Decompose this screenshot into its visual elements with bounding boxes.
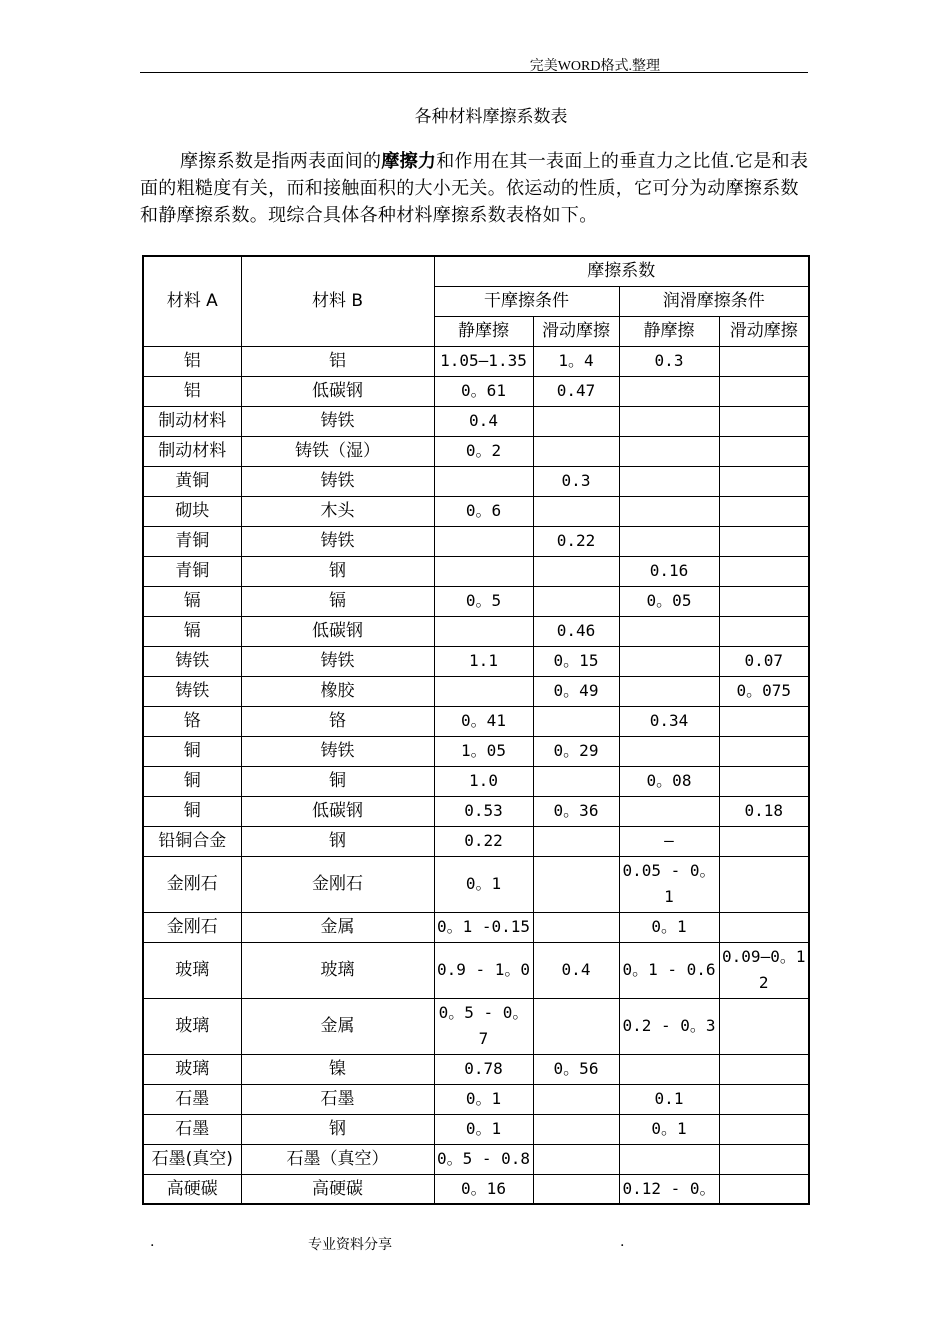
cell-dry-static: 0.4 (434, 406, 533, 436)
cell-material-a: 镉 (143, 586, 241, 616)
cell-material-b: 铸铁 (241, 466, 434, 496)
cell-dry-static: 0.53 (434, 796, 533, 826)
cell-lub-static: 0。1 - 0.6 (619, 942, 719, 998)
cell-lub-sliding (719, 1114, 809, 1144)
cell-dry-static: 0。6 (434, 496, 533, 526)
friction-table (142, 255, 810, 1205)
cell-lub-sliding (719, 856, 809, 912)
cell-material-b: 橡胶 (241, 676, 434, 706)
cell-dry-sliding (533, 496, 619, 526)
cell-lub-static: 0。05 (619, 586, 719, 616)
cell-dry-static: 0。2 (434, 436, 533, 466)
cell-dry-sliding: 0。49 (533, 676, 619, 706)
cell-material-a: 铸铁 (143, 646, 241, 676)
cell-lub-static: 0。08 (619, 766, 719, 796)
footer-text: 专业资料分享 (308, 1237, 392, 1253)
cell-lub-static (619, 676, 719, 706)
cell-dry-static: 0。1 (434, 1114, 533, 1144)
cell-material-a: 铝 (143, 376, 241, 406)
cell-material-b: 铸铁 (241, 526, 434, 556)
cell-material-a: 青铜 (143, 556, 241, 586)
cell-material-a: 镉 (143, 616, 241, 646)
cell-lub-static: 0.12 - 0。 (619, 1174, 719, 1204)
cell-dry-static: 0。61 (434, 376, 533, 406)
cell-lub-sliding (719, 1174, 809, 1204)
cell-dry-static: 0。16 (434, 1174, 533, 1204)
cell-material-a: 铅铜合金 (143, 826, 241, 856)
header-material-b: 材料 B (241, 256, 434, 346)
cell-material-a: 制动材料 (143, 436, 241, 466)
document-title: 各种材料摩擦系数表 (414, 107, 568, 127)
cell-material-b: 石墨（真空） (241, 1144, 434, 1174)
cell-dry-static (434, 556, 533, 586)
intro-text-1: 摩擦系数是指两表面间的 (180, 151, 382, 172)
header-material-a: 材料 A (143, 256, 241, 346)
table-row (143, 1144, 809, 1174)
cell-material-b: 铸铁 (241, 646, 434, 676)
cell-lub-static (619, 406, 719, 436)
cell-lub-sliding (719, 912, 809, 942)
cell-dry-sliding: 1。4 (533, 346, 619, 376)
cell-dry-sliding (533, 856, 619, 912)
cell-material-a: 黄铜 (143, 466, 241, 496)
cell-dry-sliding: 0.4 (533, 942, 619, 998)
footer-dot-left: . (150, 1234, 155, 1250)
cell-dry-sliding (533, 406, 619, 436)
cell-dry-sliding (533, 766, 619, 796)
cell-dry-static: 0。1 -0.15 (434, 912, 533, 942)
cell-dry-static: 0。1 (434, 1084, 533, 1114)
cell-dry-static: 1。05 (434, 736, 533, 766)
table-row (143, 1054, 809, 1084)
cell-material-a: 高硬碳 (143, 1174, 241, 1204)
table-row (143, 406, 809, 436)
cell-lub-sliding: 0.07 (719, 646, 809, 676)
cell-lub-sliding (719, 406, 809, 436)
table-row (143, 556, 809, 586)
table-row (143, 1084, 809, 1114)
cell-lub-sliding (719, 496, 809, 526)
cell-lub-static (619, 1144, 719, 1174)
cell-dry-static: 0。1 (434, 856, 533, 912)
table-row (143, 766, 809, 796)
cell-dry-sliding (533, 1174, 619, 1204)
table-row (143, 646, 809, 676)
cell-lub-sliding (719, 466, 809, 496)
cell-lub-static (619, 436, 719, 466)
cell-lub-static (619, 526, 719, 556)
cell-material-b: 金属 (241, 912, 434, 942)
cell-material-a: 金刚石 (143, 912, 241, 942)
header-friction-coefficient: 摩擦系数 (434, 256, 809, 286)
cell-dry-static: 0。41 (434, 706, 533, 736)
cell-dry-sliding: 0。15 (533, 646, 619, 676)
cell-lub-static (619, 1054, 719, 1084)
header-lub-sliding: 滑动摩擦 (719, 316, 809, 346)
cell-lub-sliding (719, 706, 809, 736)
table-row (143, 466, 809, 496)
cell-lub-sliding (719, 586, 809, 616)
cell-lub-static: 0。1 (619, 912, 719, 942)
cell-material-b: 铬 (241, 706, 434, 736)
cell-dry-sliding (533, 998, 619, 1054)
cell-material-a: 石墨 (143, 1114, 241, 1144)
cell-material-a: 铝 (143, 346, 241, 376)
table-row (143, 1114, 809, 1144)
cell-material-a: 制动材料 (143, 406, 241, 436)
cell-lub-sliding (719, 556, 809, 586)
cell-lub-static (619, 796, 719, 826)
cell-lub-sliding (719, 1144, 809, 1174)
cell-material-b: 铸铁 (241, 736, 434, 766)
cell-material-a: 石墨(真空) (143, 1144, 241, 1174)
cell-material-b: 木头 (241, 496, 434, 526)
table-row (143, 676, 809, 706)
table-row (143, 998, 809, 1054)
cell-dry-sliding (533, 912, 619, 942)
table-row (143, 376, 809, 406)
cell-dry-static (434, 616, 533, 646)
cell-lub-sliding (719, 998, 809, 1054)
cell-material-a: 铜 (143, 796, 241, 826)
intro-keyword: 摩擦力 (381, 151, 437, 172)
cell-lub-sliding: 0.18 (719, 796, 809, 826)
cell-dry-static: 1.0 (434, 766, 533, 796)
cell-material-b: 铸铁（湿） (241, 436, 434, 466)
cell-dry-sliding: 0.46 (533, 616, 619, 646)
cell-lub-static (619, 616, 719, 646)
cell-dry-static: 1.1 (434, 646, 533, 676)
cell-material-a: 铬 (143, 706, 241, 736)
cell-lub-sliding (719, 346, 809, 376)
cell-material-b: 低碳钢 (241, 616, 434, 646)
cell-lub-sliding (719, 1084, 809, 1114)
table-row (143, 586, 809, 616)
cell-lub-sliding (719, 526, 809, 556)
table-row (143, 826, 809, 856)
table-row (143, 616, 809, 646)
cell-dry-sliding (533, 1114, 619, 1144)
cell-dry-sliding (533, 586, 619, 616)
cell-dry-static: 0。5 - 0。7 (434, 998, 533, 1054)
cell-lub-static: 0.1 (619, 1084, 719, 1114)
table-row (143, 436, 809, 466)
cell-dry-sliding: 0。56 (533, 1054, 619, 1084)
cell-dry-sliding (533, 1084, 619, 1114)
table-row (143, 706, 809, 736)
cell-lub-static: 0.16 (619, 556, 719, 586)
cell-material-b: 镍 (241, 1054, 434, 1084)
cell-material-b: 金属 (241, 998, 434, 1054)
cell-lub-sliding (719, 826, 809, 856)
cell-lub-sliding (719, 376, 809, 406)
header-rule (140, 72, 808, 73)
cell-material-b: 玻璃 (241, 942, 434, 998)
cell-material-b: 低碳钢 (241, 376, 434, 406)
cell-material-a: 金刚石 (143, 856, 241, 912)
cell-dry-sliding (533, 1144, 619, 1174)
cell-material-a: 砌块 (143, 496, 241, 526)
table-row (143, 796, 809, 826)
intro-text-2: 和作用在其一表面上的垂直力之比值.它是和表面的粗糙度有关，而和接触面积的大小无关。依运动的性质，它可分为动摩擦系数和静摩擦系数。现综合具体各种材料摩擦系数表格如下。 (140, 151, 809, 226)
cell-material-b: 石墨 (241, 1084, 434, 1114)
cell-material-b: 高硬碳 (241, 1174, 434, 1204)
table-row (143, 496, 809, 526)
cell-dry-static: 0.78 (434, 1054, 533, 1084)
cell-material-b: 镉 (241, 586, 434, 616)
cell-lub-sliding: 0.09—0。12 (719, 942, 809, 998)
cell-dry-static: 0.9 - 1。0 (434, 942, 533, 998)
cell-dry-static (434, 466, 533, 496)
cell-material-a: 玻璃 (143, 1054, 241, 1084)
table-row (143, 942, 809, 998)
table-row (143, 1174, 809, 1204)
cell-material-b: 金刚石 (241, 856, 434, 912)
friction-table-body (143, 346, 809, 1204)
cell-lub-sliding (719, 766, 809, 796)
table-row (143, 736, 809, 766)
cell-material-b: 钢 (241, 556, 434, 586)
cell-dry-sliding: 0。36 (533, 796, 619, 826)
header-lub-static: 静摩擦 (619, 316, 719, 346)
cell-dry-sliding (533, 556, 619, 586)
cell-lub-static (619, 736, 719, 766)
cell-dry-sliding: 0.22 (533, 526, 619, 556)
cell-dry-sliding (533, 826, 619, 856)
cell-material-a: 玻璃 (143, 942, 241, 998)
header-lubricated-condition: 润滑摩擦条件 (619, 286, 809, 316)
cell-material-a: 铸铁 (143, 676, 241, 706)
cell-lub-static (619, 646, 719, 676)
cell-material-b: 低碳钢 (241, 796, 434, 826)
header-dry-sliding: 滑动摩擦 (533, 316, 619, 346)
cell-lub-sliding (719, 436, 809, 466)
cell-dry-sliding: 0.47 (533, 376, 619, 406)
cell-lub-sliding (719, 736, 809, 766)
cell-lub-static (619, 496, 719, 526)
cell-material-a: 青铜 (143, 526, 241, 556)
cell-dry-static: 0.22 (434, 826, 533, 856)
cell-lub-sliding (719, 1054, 809, 1084)
cell-lub-sliding (719, 616, 809, 646)
cell-dry-sliding (533, 706, 619, 736)
cell-dry-static: 1.05—1.35 (434, 346, 533, 376)
cell-material-a: 铜 (143, 736, 241, 766)
cell-lub-sliding: 0。075 (719, 676, 809, 706)
cell-material-b: 钢 (241, 1114, 434, 1144)
footer-dot-right: . (620, 1234, 625, 1250)
cell-lub-static (619, 466, 719, 496)
cell-lub-static (619, 376, 719, 406)
cell-dry-sliding: 0.3 (533, 466, 619, 496)
cell-material-b: 铜 (241, 766, 434, 796)
table-row (143, 526, 809, 556)
header-dry-condition: 干摩擦条件 (434, 286, 619, 316)
page-header: 完美WORD格式.整理 (529, 59, 660, 74)
cell-lub-static: 0.05 - 0。1 (619, 856, 719, 912)
cell-dry-static (434, 676, 533, 706)
header-dry-static: 静摩擦 (434, 316, 533, 346)
cell-material-a: 石墨 (143, 1084, 241, 1114)
cell-dry-static: 0。5 (434, 586, 533, 616)
cell-dry-static (434, 526, 533, 556)
cell-lub-static: 0.2 - 0。3 (619, 998, 719, 1054)
cell-material-a: 玻璃 (143, 998, 241, 1054)
cell-material-b: 钢 (241, 826, 434, 856)
cell-material-b: 铸铁 (241, 406, 434, 436)
cell-lub-static: — (619, 826, 719, 856)
cell-dry-static: 0。5 - 0.8 (434, 1144, 533, 1174)
table-row (143, 856, 809, 912)
intro-paragraph (140, 148, 810, 229)
cell-dry-sliding: 0。29 (533, 736, 619, 766)
cell-material-a: 铜 (143, 766, 241, 796)
table-row (143, 346, 809, 376)
table-row (143, 912, 809, 942)
cell-lub-static: 0.3 (619, 346, 719, 376)
cell-dry-sliding (533, 436, 619, 466)
cell-lub-static: 0.34 (619, 706, 719, 736)
cell-material-b: 铝 (241, 346, 434, 376)
cell-lub-static: 0。1 (619, 1114, 719, 1144)
